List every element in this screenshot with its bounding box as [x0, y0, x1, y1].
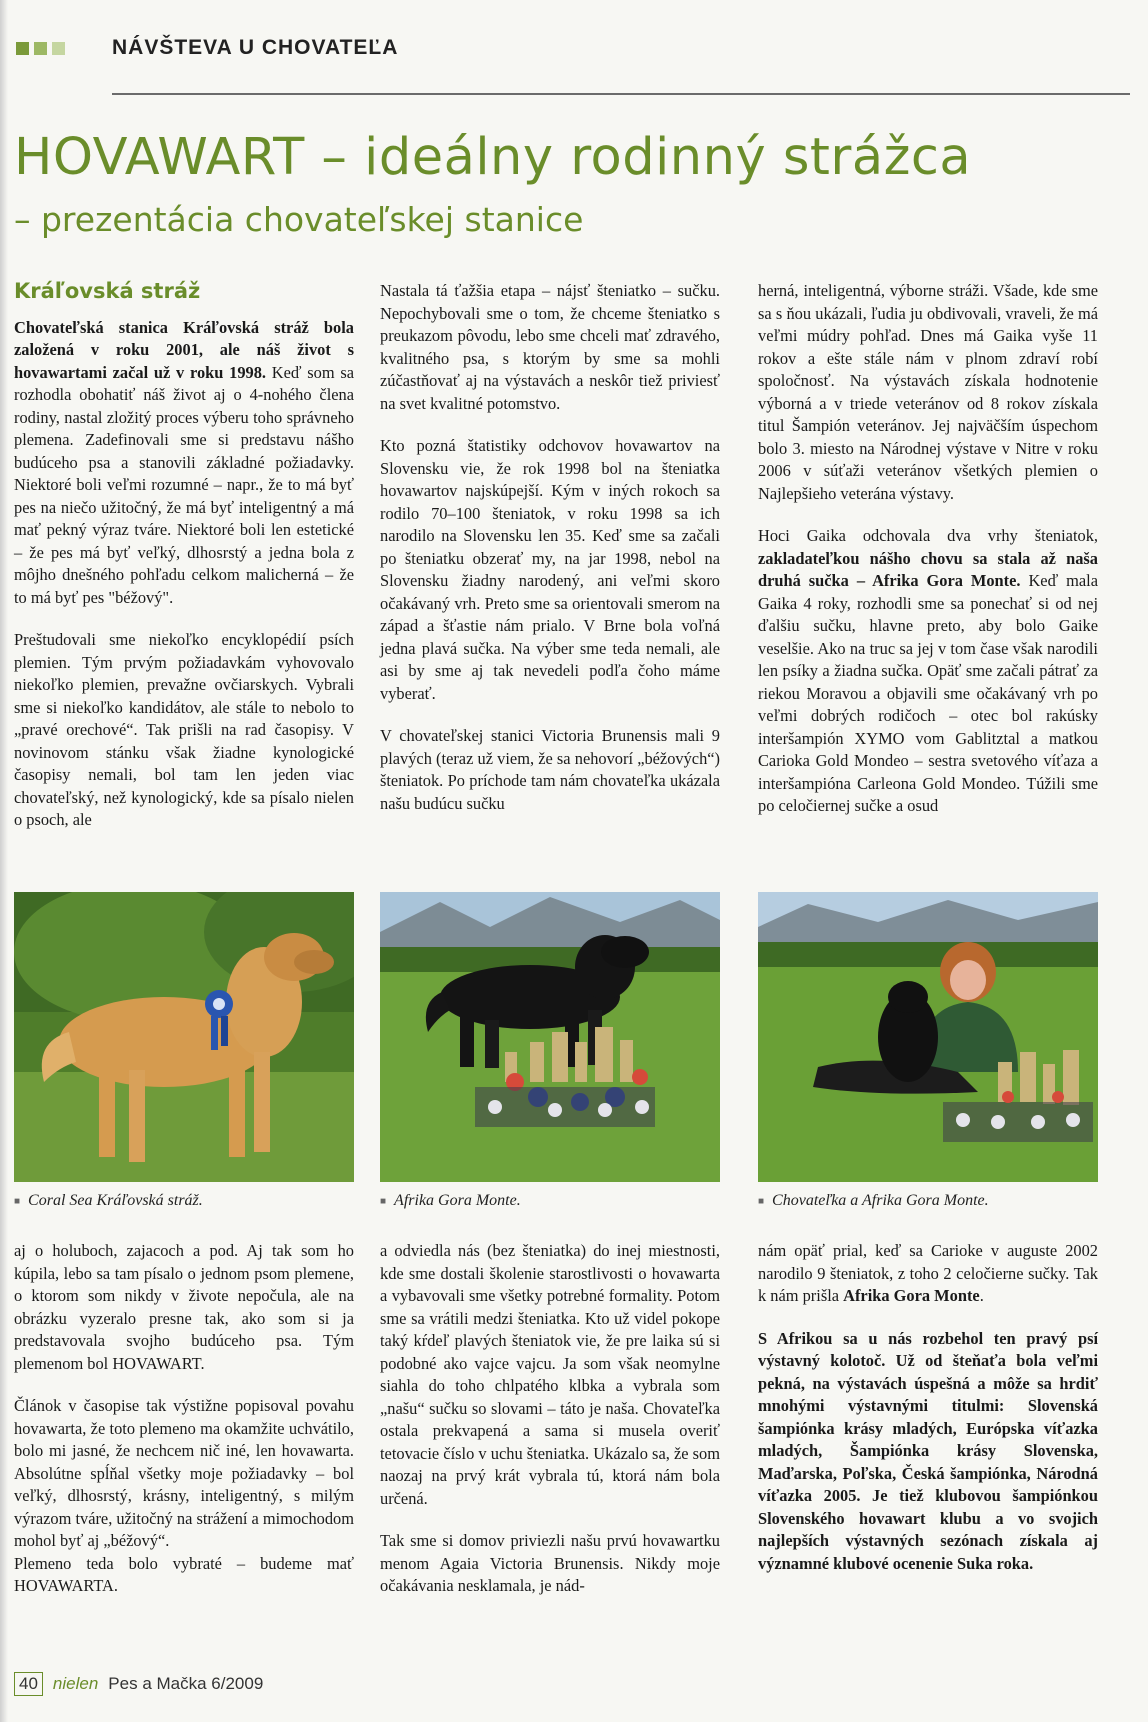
- paragraph: herná, inteligentná, výborne stráži. Všade, kde sme sa s ňou ukázali, ľudia ju obdivovali, vraveli, že má veľmi múdry pohľad. Dnes má Gaika vyše 11 rokov a ešte stále nám v plnom zdraví robí spoločnosť. Na výstavách získala hodnotenie výborná a v triede veteránov od 8 rokov získala titul Šampión veteránov. Jej najväčším úspechom bolo 3. miesto na Národnej výstave v Nitre v roku 2006 v súťaži veteránov všetkých plemien o Najlepšieho veterána výstavy.: [758, 281, 1098, 503]
- bullet-icon: ■: [758, 1195, 765, 1207]
- paragraph-text: nám opäť prial, keď sa Carioke v auguste 2002 narodilo 9 šteniatok, z toho 2 celočierne sučky. Tak k nám prišla: [758, 1241, 1098, 1305]
- caption-text: Afrika Gora Monte.: [394, 1192, 521, 1209]
- bold-text: Afrika Gora Monte: [843, 1286, 980, 1305]
- paragraph: Nastala tá ťažšia etapa – nájsť šteniatko – sučku. Nepochybovali sme o tom, že chceme šteniatko s preukazom pôvodu, lebo sme chceli mať zdravého, kvalitného psa, s ktorým by sme sa mohli zúčastňovať aj na výstavách a neskôr tiež priviesť na svet kvalitné potomstvo.: [380, 281, 720, 413]
- column-3-top: [758, 280, 1098, 838]
- paragraph-text: Hoci Gaika odchovala dva vrhy šteniatok,: [758, 526, 1098, 545]
- paragraph: [14, 317, 354, 610]
- bold-paragraph: S Afrikou sa u nás rozbehol ten pravý psí výstavný kolotoč. Už od šteňaťa bola veľmi pekná, na výstavách úspešná a môže sa hrdiť mnohými výstavnými titulmi: Slovenská šampiónka krásy mladých, Európska víťazka mladých, Šampiónka krásy Slovenska, Maďarska, Poľska, Česká šampiónka, Národná víťazka 2005. Je tiež klubovou šampiónkou Slovenského hovawart klubu a vo svojich najlepších výstavných sezónach získala aj významné klubové ocenenie Suka roka.: [758, 1328, 1098, 1573]
- paragraph: [758, 525, 1098, 818]
- photo-caption: [758, 1192, 989, 1210]
- section-marker: [16, 42, 65, 55]
- paragraph: aj o holuboch, zajacoch a pod. Aj tak som ho kúpila, lebo sa tam písalo o jednom psom plemene, o ktorom som nikdy v živote nepočula, ale na obrázku vyzeralo presne tak, ako som si ja predstavovala svojho budúceho psa. Tým plemenom bol HOVAWART.: [14, 1241, 354, 1373]
- paragraph: Tak sme si domov priviezli našu prvú hovawartku menom Agaia Victoria Brunensis. Nikdy moje očakávania nesklamala, je nád-: [380, 1531, 720, 1595]
- page-footer: [14, 1672, 263, 1696]
- paragraph: [758, 1240, 1098, 1308]
- column-1-top: [14, 280, 354, 852]
- column-2-top: [380, 280, 720, 835]
- bullet-icon: ■: [380, 1195, 387, 1207]
- page-spine: [0, 0, 8, 1722]
- header-rule: [112, 93, 1130, 95]
- paragraph: Plemeno teda bolo vybraté – budeme mať HOVAWARTA.: [14, 1553, 354, 1595]
- page-number: 40: [14, 1672, 43, 1696]
- marker-square: [16, 42, 29, 55]
- bold-text: zakladateľkou nášho chovu sa stala až naša druhá sučka – Afrika Gora Monte.: [758, 548, 1098, 590]
- column-1-bottom: [14, 1240, 354, 1618]
- marker-square: [52, 42, 65, 55]
- paragraph: V chovateľskej stanici Victoria Brunensis mali 9 plavých (teraz už viem, že sa nehovorí „béžových“) šteniatok. Po príchode tam nám chovateľka ukázala našu budúcu sučku: [380, 726, 720, 813]
- column-3-bottom: [758, 1240, 1098, 1595]
- lead-bold: Chovateľská stanica Kráľovská stráž bola založená v roku 2001, ale náš život s hovawartami začal už v roku 1998.: [14, 317, 354, 382]
- photo-breeder-and-dog: [758, 892, 1098, 1182]
- paragraph: Článok v časopise tak výstižne popisoval povahu hovawarta, že toto plemeno ma okamžite uchvátilo, bolo mi jasné, že nechcem nič iné, len hovawarta. Absolútne spĺňal všetky moje požiadavky – bol veľký, dlhosrstý, krásny, inteligentný, s milým výrazom tváre, užitočný na strážení a mimochodom mohol byť aj „béžový“.: [14, 1396, 354, 1550]
- paragraph: Kto pozná štatistiky odchovov hovawartov na Slovensku vie, že rok 1998 bol na šteniatka hovawartov najskúpejší. Kým v iných rokoch sa rodilo 70–100 šteniatok, v roku 1998 sa ich narodilo na Slovensku len 35. Keď sme sa začali po šteniatku obzerať my, na jar 1998, nebol na Slovensku žiadny narodený, ani veľmi skoro očakávaný vrh. Preto sme sa orientovali smerom na západ a šťastie nám prialo. V Brne bola voľná jedna plavá sučka. Na výber sme teda nemali, ale asi by sme aj tak nevedeli podľa čoho máme vyberať.: [380, 436, 720, 703]
- paragraph-text: .: [979, 1286, 984, 1305]
- subheading: Kráľovská stráž: [14, 279, 201, 303]
- photo-caption: [380, 1192, 521, 1210]
- paragraph: [758, 1328, 1098, 1576]
- column-2-bottom: [380, 1240, 720, 1618]
- caption-text: Coral Sea Kráľovská stráž.: [28, 1192, 203, 1209]
- article-title: HOVAWART – ideálny rodinný strážca: [14, 128, 972, 187]
- section-label: NÁVŠTEVA U CHOVATEĽA: [112, 36, 399, 59]
- marker-square: [34, 42, 47, 55]
- magazine-issue: Pes a Mačka 6/2009: [108, 1674, 264, 1693]
- paragraph: Preštudovali sme niekoľko encyklopédií psích plemien. Tým prvým požiadavkám vyhovovalo niekoľko plemien, prevažne ovčiarskych. Vybrali sme si niekoľko kandidátov, ale stále to nebolo to „pravé orechové“. Tak prišli na rad časopisy. V novinovom stánku však žiadne kynologické časopisy nemali, bol tam len jeden viac chovateľský, než kynologický, kde sa písalo nielen o psoch, ale: [14, 630, 354, 829]
- bullet-icon: ■: [14, 1195, 21, 1207]
- caption-text: Chovateľka a Afrika Gora Monte.: [772, 1192, 989, 1209]
- paragraph-text: Keď som sa rozhodla obohatiť náš život aj o 4-nohého člena rodiny, nastal zložitý proces výberu toho správneho plemena. Zadefinovali sme si predstavu nášho budúceho psa a stanovili základné požiadavky. Niektoré boli veľmi rozumné – napr., že to má byť pes na niečo užitočný, že má byť inteligentný a má mať pekný výraz tváre. Niektoré boli len estetické – že pes má byť veľký, dlhosrstý a jedna bola z môjho dnešného pohľadu celkom malicherná – že to má byť pes "béžový".: [14, 362, 354, 607]
- photo-caption: [14, 1192, 203, 1210]
- magazine-brand: nielen: [52, 1674, 99, 1693]
- photo-golden-dog: [14, 892, 354, 1182]
- photo-black-dog-trophies: [380, 892, 720, 1182]
- paragraph-text: Keď mala Gaika 4 roky, rozhodli sme sa ponechať si od nej ďalšiu sučku, hlavne preto, aby bolo Gaike veselšie. Ako na truc sa jej v tom čase však narodili len psíky a žiadna sučka. Opäť sme začali pátrať za riekou Moravou a objavili sme očakávaný vrh po veľmi dobrých rodičoch – otec bol rakúsky interšampión XYMO vom Gablitztal a matkou Carioka Gold Mondeo – sestra svetového víťaza a interšampióna Carleona Gold Mondeo. Túžili sme po celočiernej sučke a osud: [758, 571, 1098, 815]
- paragraph: a odviedla nás (bez šteniatka) do inej miestnosti, kde sme dostali školenie starostlivosti o hovawarta a vybavovali sme všetky potrebné formality. Potom sme sa vrátili medzi šteniatka. Kto už videl pokope taký kŕdeľ plavých šteniatok vie, že pre laika sú si podobné ako vajce vajcu. Ja som však neomylne siahla do toho chlpatého klbka a vybrala som „našu“ sučku so slovami – táto je naša. Chovateľka ostala prekvapená a sama si musela overiť tetovacie číslo v uchu šteniatka. Ukázalo sa, že som naozaj na prvý krát vybrala tú, ktorá nám bola určená.: [380, 1241, 720, 1508]
- article-subtitle: – prezentácia chovateľskej stanice: [14, 200, 584, 239]
